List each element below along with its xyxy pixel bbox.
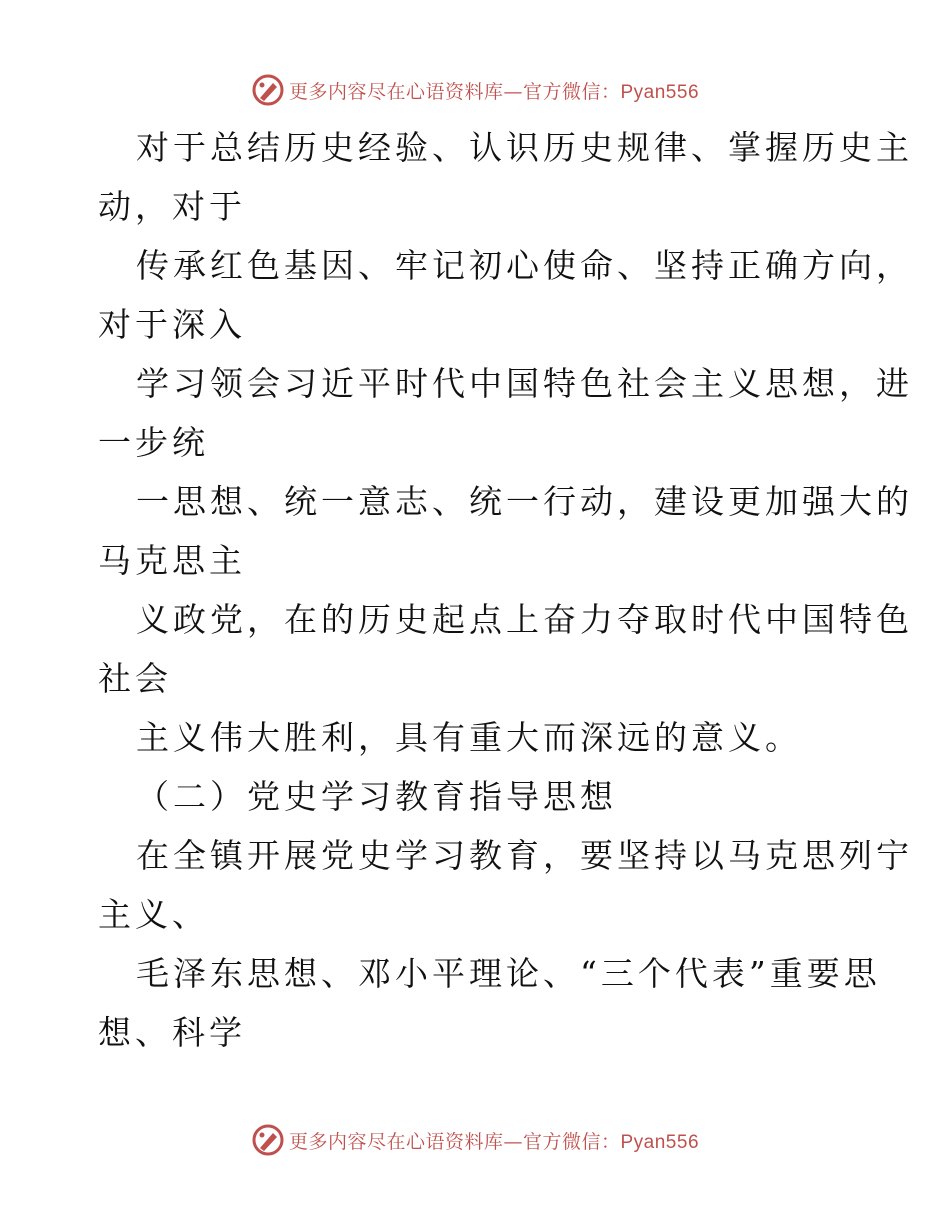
text-line: 义政党，在的历史起点上奋力夺取时代中国特色 bbox=[136, 600, 913, 639]
document-body bbox=[98, 118, 913, 1062]
text-line: 社会 bbox=[98, 659, 172, 698]
text-line: 毛泽东思想、邓小平理论、“三个代表”重要思 bbox=[136, 954, 881, 993]
header-wechat-id: Pyan556 bbox=[620, 81, 700, 103]
text-line: 学习领会习近平时代中国特色社会主义思想，进 bbox=[136, 364, 913, 403]
header-banner bbox=[0, 70, 950, 110]
footer-banner bbox=[0, 1120, 950, 1160]
pen-nib-logo-icon bbox=[251, 73, 285, 107]
text-line: 想、科学 bbox=[98, 1013, 246, 1052]
footer-banner-text: 更多内容尽在心语资料库—官方微信：Pyan556 bbox=[288, 1130, 700, 1153]
header-banner-text: 更多内容尽在心语资料库—官方微信：Pyan556 bbox=[288, 80, 700, 103]
pen-nib-logo-icon bbox=[251, 1123, 285, 1157]
text-line: 对于深入 bbox=[98, 305, 246, 344]
text-line: 一思想、统一意志、统一行动，建设更加强大的 bbox=[136, 482, 913, 521]
text-line: 主义、 bbox=[98, 895, 209, 934]
text-line: 传承红色基因、牢记初心使命、坚持正确方向， bbox=[136, 246, 913, 285]
section-heading: （二）党史学习教育指导思想 bbox=[136, 777, 617, 816]
text-line: 在全镇开展党史学习教育，要坚持以马克思列宁 bbox=[136, 836, 913, 875]
text-line: 主义伟大胜利，具有重大而深远的意义。 bbox=[136, 718, 802, 757]
text-line: 动，对于 bbox=[98, 187, 246, 226]
text-line: 一步统 bbox=[98, 423, 209, 462]
footer-wechat-id: Pyan556 bbox=[620, 1131, 700, 1153]
text-line: 对于总结历史经验、认识历史规律、掌握历史主 bbox=[136, 128, 913, 167]
text-line: 马克思主 bbox=[98, 541, 246, 580]
